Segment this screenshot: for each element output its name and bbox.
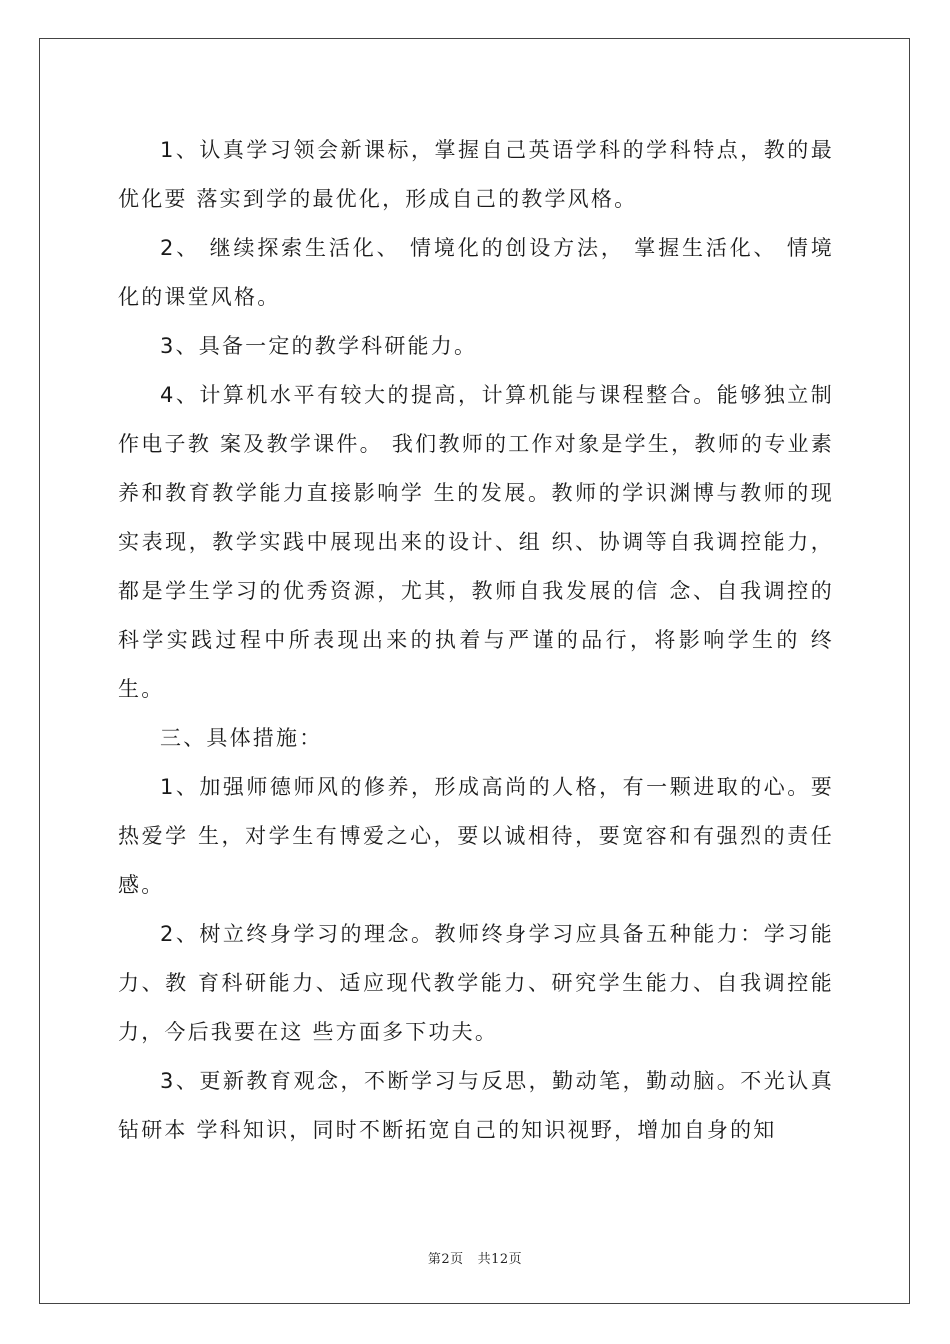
- paragraph-measure-2: 2、树立终身学习的理念。教师终身学习应具备五种能力：学习能力、教 育科研能力、适应现代教学能力、研究学生能力、自我调控能力，今后我要在这 些方面多下功夫。: [118, 922, 834, 1044]
- paragraph-goal-2: 2、 继续探索生活化、 情境化的创设方法， 掌握生活化、 情境化的课堂风格。: [118, 236, 834, 309]
- page-number: 第2页: [427, 1252, 464, 1267]
- paragraph-goal-1: 1、认真学习领会新课标，掌握自己英语学科的学科特点，教的最优化要 落实到学的最优化，形成自己的教学风格。: [118, 138, 834, 211]
- paragraph-measure-1: 1、加强师德师风的修养，形成高尚的人格，有一颗进取的心。要热爱学 生，对学生有博爱之心，要以诚相待，要宽容和有强烈的责任感。: [118, 775, 834, 897]
- page-total: 共12页: [477, 1252, 523, 1267]
- document-body: [118, 126, 834, 1155]
- paragraph-measure-3: 3、更新教育观念，不断学习与反思，勤动笔，勤动脑。不光认真钻研本 学科知识，同时不断拓宽自己的知识视野，增加自身的知: [118, 1069, 834, 1142]
- section-heading-measures: 三、具体措施：: [160, 726, 323, 750]
- page-footer: [0, 1248, 950, 1267]
- paragraph-goal-4: 4、计算机水平有较大的提高，计算机能与课程整合。能够独立制作电子教 案及教学课件。 我们教师的工作对象是学生，教师的专业素养和教育教学能力直接影响学 生的发展。教师的学识渊博与教师的现实表现，教学实践中展现出来的设计、组 织、协调等自我调控能力，都是学生学习的优秀资源，尤其，教师自我发展的信 念、自我调控的科学实践过程中所表现出来的执着与严谨的品行，将影响学生的 终生。: [118, 383, 834, 701]
- paragraph-goal-3: 3、具备一定的教学科研能力。: [160, 334, 478, 358]
